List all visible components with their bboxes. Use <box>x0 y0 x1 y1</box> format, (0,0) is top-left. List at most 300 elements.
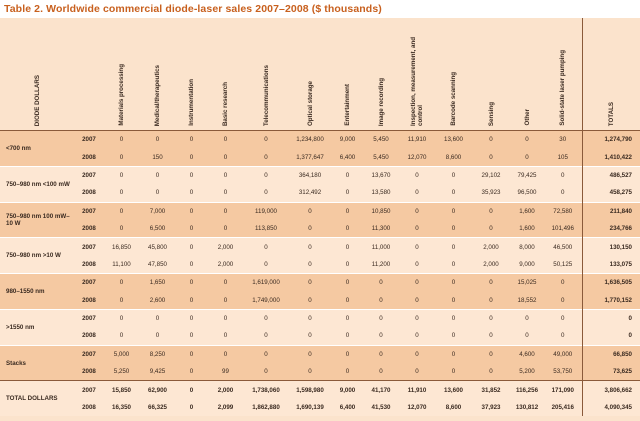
table-cell: 0 <box>207 220 244 238</box>
table-cell: 0 <box>544 309 582 327</box>
row-year: 2008 <box>74 327 104 345</box>
table-cell: 8,600 <box>435 148 472 166</box>
table-cell: 0 <box>399 309 435 327</box>
table-cell: 0 <box>104 274 139 292</box>
row-year: 2007 <box>74 381 104 399</box>
table-cell: 0 <box>207 274 244 292</box>
column-header-year <box>74 18 104 131</box>
table-cell: 0 <box>207 327 244 345</box>
table-cell: 0 <box>435 292 472 310</box>
table-cell: 0 <box>435 274 472 292</box>
table-cell: 1,619,000 <box>244 274 288 292</box>
table-cell: 0 <box>332 327 363 345</box>
table-cell: 0 <box>472 274 510 292</box>
table-body <box>0 131 640 417</box>
row-total: 1,274,790 <box>582 131 640 149</box>
table-cell: 15,025 <box>510 274 544 292</box>
table-cell: 364,180 <box>288 166 332 184</box>
table-cell: 0 <box>288 274 332 292</box>
table-cell: 13,670 <box>363 166 399 184</box>
table-cell: 150 <box>139 148 176 166</box>
table-cell: 0 <box>544 184 582 202</box>
column-header-optical-storage <box>288 18 332 131</box>
table-cell: 0 <box>104 184 139 202</box>
table-cell: 0 <box>288 238 332 256</box>
table-cell: 0 <box>544 327 582 345</box>
row-total: 130,150 <box>582 238 640 256</box>
table-cell: 0 <box>288 220 332 238</box>
table-cell: 0 <box>399 256 435 274</box>
sales-table-container <box>0 18 640 421</box>
table-cell: 11,300 <box>363 220 399 238</box>
table-cell: 0 <box>176 202 207 220</box>
table-cell: 2,099 <box>207 399 244 416</box>
row-year: 2008 <box>74 292 104 310</box>
row-total: 66,850 <box>582 345 640 363</box>
table-cell: 0 <box>176 238 207 256</box>
table-cell: 0 <box>435 166 472 184</box>
table-cell: 2,600 <box>139 292 176 310</box>
table-cell: 0 <box>176 309 207 327</box>
row-total: 211,840 <box>582 202 640 220</box>
table-row <box>0 292 640 310</box>
table-cell: 0 <box>544 292 582 310</box>
table-cell: 0 <box>176 274 207 292</box>
table-cell: 53,750 <box>544 363 582 381</box>
table-cell: 31,852 <box>472 381 510 399</box>
table-cell: 0 <box>176 327 207 345</box>
table-row <box>0 256 640 274</box>
table-row <box>0 345 640 363</box>
table-row <box>0 148 640 166</box>
table-cell: 49,000 <box>544 345 582 363</box>
row-year: 2008 <box>74 399 104 416</box>
table-cell: 0 <box>176 184 207 202</box>
table-cell: 8,600 <box>435 399 472 416</box>
table-cell: 0 <box>176 399 207 416</box>
column-header-diode-dollars <box>0 18 74 131</box>
table-cell: 130,812 <box>510 399 544 416</box>
table-cell: 0 <box>399 166 435 184</box>
table-cell: 0 <box>435 345 472 363</box>
column-header-totals <box>582 18 640 131</box>
table-cell: 72,580 <box>544 202 582 220</box>
column-header-barcode-scanning-label: Barcode scanning <box>450 72 457 126</box>
table-cell: 1,598,980 <box>288 381 332 399</box>
table-cell: 0 <box>363 345 399 363</box>
table-row <box>0 274 640 292</box>
table-cell: 0 <box>435 327 472 345</box>
column-header-solid-state-laser-pumping-label: Solid-state laser pumping <box>559 50 567 126</box>
table-cell: 41,530 <box>363 399 399 416</box>
table-cell: 0 <box>472 309 510 327</box>
row-year: 2007 <box>74 166 104 184</box>
table-cell: 0 <box>176 381 207 399</box>
row-total: 458,275 <box>582 184 640 202</box>
row-year: 2007 <box>74 274 104 292</box>
column-header-instrumentation-label: Instrumentation <box>188 79 195 126</box>
table-cell: 5,200 <box>510 363 544 381</box>
table-cell: 0 <box>332 274 363 292</box>
table-cell: 12,070 <box>399 148 435 166</box>
column-header-totals-label: TOTALS <box>607 101 615 126</box>
column-header-diode-dollars-label: DIODE DOLLARS <box>33 74 41 126</box>
table-cell: 0 <box>207 202 244 220</box>
table-cell: 1,234,800 <box>288 131 332 149</box>
column-header-other-label: Other <box>523 109 531 126</box>
table-cell: 0 <box>332 363 363 381</box>
table-cell: 0 <box>139 131 176 149</box>
table-cell: 0 <box>399 274 435 292</box>
table-cell: 62,900 <box>139 381 176 399</box>
table-cell: 99 <box>207 363 244 381</box>
table-cell: 2,000 <box>207 238 244 256</box>
table-cell: 1,600 <box>510 220 544 238</box>
row-year: 2007 <box>74 309 104 327</box>
table-cell: 0 <box>435 202 472 220</box>
table-cell: 0 <box>104 131 139 149</box>
table-cell: 79,425 <box>510 166 544 184</box>
table-cell: 0 <box>288 292 332 310</box>
row-total: 0 <box>582 309 640 327</box>
table-cell: 0 <box>288 202 332 220</box>
table-cell: 0 <box>288 309 332 327</box>
row-year: 2007 <box>74 345 104 363</box>
table-cell: 113,850 <box>244 220 288 238</box>
table-cell: 0 <box>332 309 363 327</box>
table-cell: 0 <box>139 327 176 345</box>
table-cell: 0 <box>176 148 207 166</box>
table-cell: 0 <box>435 363 472 381</box>
table-cell: 0 <box>176 256 207 274</box>
table-cell: 0 <box>207 309 244 327</box>
row-year: 2007 <box>74 238 104 256</box>
table-cell: 0 <box>332 184 363 202</box>
table-cell: 0 <box>472 202 510 220</box>
table-cell: 18,552 <box>510 292 544 310</box>
table-cell: 16,350 <box>104 399 139 416</box>
table-cell: 105 <box>544 148 582 166</box>
table-cell: 0 <box>363 363 399 381</box>
table-cell: 4,600 <box>510 345 544 363</box>
table-cell: 6,400 <box>332 399 363 416</box>
row-group-label: >1550 nm <box>0 309 74 345</box>
table-row <box>0 131 640 149</box>
table-cell: 119,000 <box>244 202 288 220</box>
row-year: 2008 <box>74 220 104 238</box>
table-cell: 1,600 <box>510 202 544 220</box>
table-cell: 0 <box>472 327 510 345</box>
column-header-basic-research <box>207 18 244 131</box>
table-cell: 0 <box>244 256 288 274</box>
column-header-inspection-measurement-and-control-label: Inspection, measurement, and control <box>410 36 424 126</box>
column-header-sensing-label: Sensing <box>487 101 495 126</box>
table-cell: 101,496 <box>544 220 582 238</box>
column-header-basic-research-label: Basic research <box>222 81 229 126</box>
table-cell: 0 <box>435 238 472 256</box>
table-cell: 11,910 <box>399 131 435 149</box>
table-cell: 0 <box>510 148 544 166</box>
column-header-medical-therapeutics-label: Medical/therapeutics <box>154 64 161 126</box>
table-cell: 2,000 <box>207 381 244 399</box>
table-cell: 0 <box>399 292 435 310</box>
table-cell: 13,600 <box>435 381 472 399</box>
table-cell: 0 <box>510 131 544 149</box>
table-cell: 11,100 <box>104 256 139 274</box>
column-header-telecommunications-label: Telecommunications <box>262 64 270 126</box>
table-cell: 2,000 <box>472 238 510 256</box>
table-cell: 0 <box>332 166 363 184</box>
column-header-instrumentation <box>176 18 207 131</box>
table-cell: 0 <box>176 363 207 381</box>
table-cell: 0 <box>207 166 244 184</box>
table-cell: 116,256 <box>510 381 544 399</box>
table-cell: 16,850 <box>104 238 139 256</box>
table-cell: 0 <box>399 345 435 363</box>
table-cell: 50,125 <box>544 256 582 274</box>
table-cell: 13,580 <box>363 184 399 202</box>
row-year: 2008 <box>74 184 104 202</box>
table-cell: 0 <box>399 363 435 381</box>
table-cell: 0 <box>244 363 288 381</box>
row-group-label: <700 nm <box>0 131 74 167</box>
column-header-image-recording <box>363 18 399 131</box>
table-cell: 0 <box>104 202 139 220</box>
table-cell: 0 <box>176 345 207 363</box>
table-cell: 1,650 <box>139 274 176 292</box>
column-header-other <box>510 18 544 131</box>
table-row <box>0 363 640 381</box>
table-cell: 0 <box>399 220 435 238</box>
row-year: 2007 <box>74 202 104 220</box>
table-cell: 0 <box>244 238 288 256</box>
table-cell: 0 <box>207 131 244 149</box>
table-cell: 47,850 <box>139 256 176 274</box>
table-cell: 0 <box>104 220 139 238</box>
table-cell: 0 <box>332 202 363 220</box>
table-cell: 0 <box>510 327 544 345</box>
table-cell: 0 <box>435 256 472 274</box>
table-row <box>0 202 640 220</box>
table-cell: 0 <box>176 166 207 184</box>
table-cell: 0 <box>332 292 363 310</box>
table-cell: 0 <box>104 309 139 327</box>
table-cell: 0 <box>363 274 399 292</box>
row-year: 2008 <box>74 363 104 381</box>
row-total: 1,636,505 <box>582 274 640 292</box>
table-cell: 0 <box>244 345 288 363</box>
table-cell: 0 <box>244 309 288 327</box>
table-cell: 0 <box>332 256 363 274</box>
table-cell: 0 <box>472 148 510 166</box>
table-cell: 0 <box>176 292 207 310</box>
table-cell: 10,850 <box>363 202 399 220</box>
row-group-label: 750–980 nm 100 mW–10 W <box>0 202 74 238</box>
row-group-label: 750–980 nm >10 W <box>0 238 74 274</box>
table-header <box>0 18 640 131</box>
table-cell: 0 <box>207 292 244 310</box>
table-cell: 0 <box>363 309 399 327</box>
table-row <box>0 184 640 202</box>
table-cell: 45,800 <box>139 238 176 256</box>
table-cell: 96,500 <box>510 184 544 202</box>
table-cell: 0 <box>104 166 139 184</box>
table-cell: 0 <box>244 184 288 202</box>
table-cell: 8,000 <box>510 238 544 256</box>
column-header-barcode-scanning <box>435 18 472 131</box>
table-cell: 0 <box>244 131 288 149</box>
table-cell: 0 <box>399 184 435 202</box>
grand-total: 4,090,345 <box>582 399 640 416</box>
table-cell: 0 <box>139 184 176 202</box>
table-cell: 0 <box>139 309 176 327</box>
table-cell: 15,850 <box>104 381 139 399</box>
table-cell: 0 <box>472 131 510 149</box>
table-row <box>0 220 640 238</box>
table-cell: 0 <box>288 327 332 345</box>
table-cell: 2,000 <box>207 256 244 274</box>
table-cell: 0 <box>435 220 472 238</box>
column-header-materials-processing <box>104 18 139 131</box>
column-header-sensing <box>472 18 510 131</box>
column-header-solid-state-laser-pumping <box>544 18 582 131</box>
row-group-label: 980–1550 nm <box>0 274 74 310</box>
table-cell: 0 <box>472 363 510 381</box>
table-cell: 41,170 <box>363 381 399 399</box>
column-header-telecommunications <box>244 18 288 131</box>
table-cell: 1,862,880 <box>244 399 288 416</box>
table-cell: 0 <box>363 292 399 310</box>
table-cell: 0 <box>176 131 207 149</box>
table-cell: 0 <box>104 327 139 345</box>
table-cell: 0 <box>399 202 435 220</box>
table-cell: 9,425 <box>139 363 176 381</box>
table-cell: 6,400 <box>332 148 363 166</box>
totals-label: TOTAL DOLLARS <box>0 381 74 416</box>
table-cell: 0 <box>207 148 244 166</box>
table-cell: 7,000 <box>139 202 176 220</box>
totals-row <box>0 399 640 416</box>
table-cell: 0 <box>435 309 472 327</box>
row-year: 2007 <box>74 131 104 149</box>
table-row <box>0 238 640 256</box>
table-cell: 5,450 <box>363 131 399 149</box>
table-cell: 0 <box>244 148 288 166</box>
table-cell: 11,000 <box>363 238 399 256</box>
table-cell: 5,450 <box>363 148 399 166</box>
table-cell: 35,923 <box>472 184 510 202</box>
table-cell: 2,000 <box>472 256 510 274</box>
table-row <box>0 166 640 184</box>
table-cell: 29,102 <box>472 166 510 184</box>
row-group-label: Stacks <box>0 345 74 381</box>
table-cell: 0 <box>472 220 510 238</box>
table-cell: 11,200 <box>363 256 399 274</box>
table-cell: 0 <box>472 292 510 310</box>
table-cell: 66,325 <box>139 399 176 416</box>
table-cell: 0 <box>472 345 510 363</box>
table-cell: 37,923 <box>472 399 510 416</box>
table-cell: 6,500 <box>139 220 176 238</box>
row-total: 0 <box>582 327 640 345</box>
column-header-entertainment-label: Entertainment <box>344 84 351 126</box>
table-cell: 9,000 <box>510 256 544 274</box>
table-cell: 9,000 <box>332 131 363 149</box>
table-cell: 0 <box>332 345 363 363</box>
row-total: 486,527 <box>582 166 640 184</box>
table-cell: 1,377,647 <box>288 148 332 166</box>
table-cell: 0 <box>244 166 288 184</box>
table-cell: 0 <box>544 166 582 184</box>
table-cell: 46,500 <box>544 238 582 256</box>
table-cell: 0 <box>332 220 363 238</box>
table-cell: 12,070 <box>399 399 435 416</box>
table-cell: 0 <box>288 345 332 363</box>
row-total: 73,625 <box>582 363 640 381</box>
column-header-inspection-measurement-and-control <box>399 18 435 131</box>
table-cell: 1,749,000 <box>244 292 288 310</box>
table-cell: 0 <box>139 166 176 184</box>
row-total: 234,766 <box>582 220 640 238</box>
column-header-medical-therapeutics <box>139 18 176 131</box>
table-cell: 0 <box>244 327 288 345</box>
grand-total: 3,806,662 <box>582 381 640 399</box>
column-header-optical-storage-label: Optical storage <box>306 80 314 126</box>
row-year: 2008 <box>74 148 104 166</box>
table-cell: 13,600 <box>435 131 472 149</box>
table-cell: 0 <box>399 327 435 345</box>
row-total: 133,075 <box>582 256 640 274</box>
table-row <box>0 309 640 327</box>
table-cell: 1,738,060 <box>244 381 288 399</box>
row-group-label: 750–980 nm <100 mW <box>0 166 74 202</box>
row-total: 1,410,422 <box>582 148 640 166</box>
column-header-entertainment <box>332 18 363 131</box>
table-cell: 0 <box>176 220 207 238</box>
table-cell: 1,690,139 <box>288 399 332 416</box>
table-cell: 0 <box>207 345 244 363</box>
table-cell: 0 <box>104 292 139 310</box>
table-cell: 0 <box>207 184 244 202</box>
table-row <box>0 327 640 345</box>
totals-row <box>0 381 640 399</box>
table-cell: 0 <box>288 363 332 381</box>
row-year: 2008 <box>74 256 104 274</box>
table-cell: 9,000 <box>332 381 363 399</box>
table-cell: 0 <box>363 327 399 345</box>
table-cell: 312,492 <box>288 184 332 202</box>
table-cell: 0 <box>544 274 582 292</box>
table-cell: 5,250 <box>104 363 139 381</box>
table-cell: 171,090 <box>544 381 582 399</box>
row-total: 1,770,152 <box>582 292 640 310</box>
table-cell: 30 <box>544 131 582 149</box>
table-cell: 0 <box>104 148 139 166</box>
sales-table <box>0 18 640 416</box>
table-cell: 8,250 <box>139 345 176 363</box>
table-cell: 0 <box>435 184 472 202</box>
table-cell: 0 <box>399 238 435 256</box>
column-header-materials-processing-label: Materials processing <box>118 64 125 126</box>
table-cell: 0 <box>332 238 363 256</box>
table-cell: 5,000 <box>104 345 139 363</box>
table-title: Table 2. Worldwide commercial diode-laser sales 2007–2008 ($ thousands) <box>4 3 382 15</box>
table-cell: 0 <box>288 256 332 274</box>
column-header-image-recording-label: Image recording <box>377 77 385 126</box>
table-cell: 0 <box>510 309 544 327</box>
table-cell: 11,910 <box>399 381 435 399</box>
table-cell: 205,416 <box>544 399 582 416</box>
